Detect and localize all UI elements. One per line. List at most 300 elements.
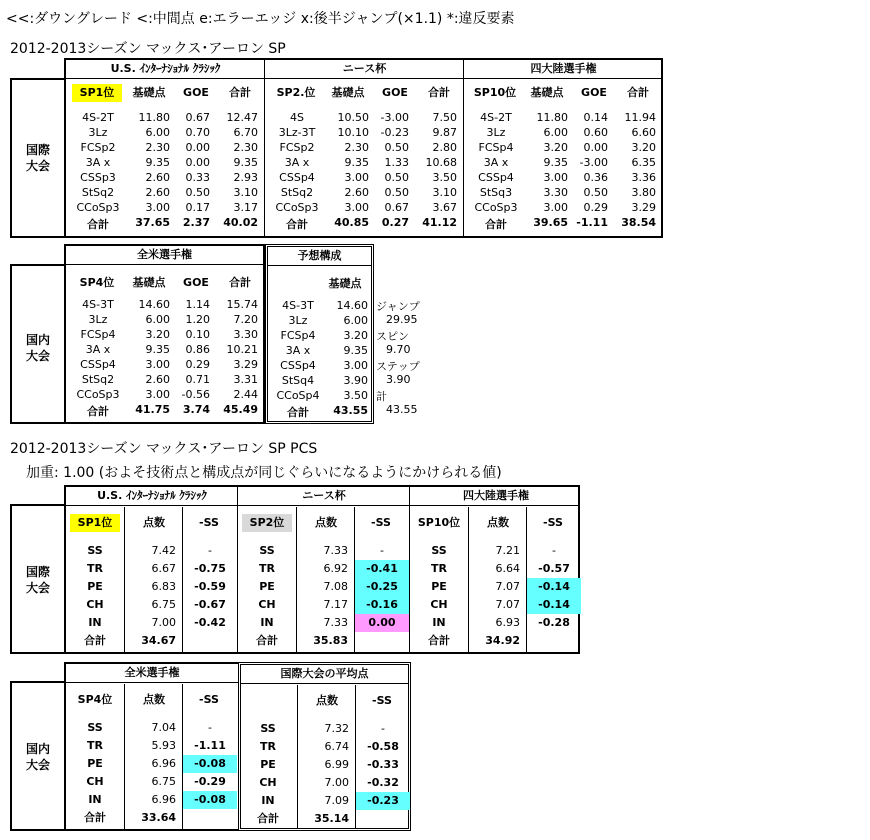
place-label: SP4位 (77, 693, 113, 706)
goe-value: -3.00 (579, 156, 608, 169)
base-value: 3.90 (343, 374, 368, 387)
total-value: 3.30 (233, 328, 258, 341)
element-name: CSSp4 (478, 171, 514, 184)
sum-goe: 0.27 (381, 216, 409, 229)
competition-name: U.S. ｲﾝﾀｰﾅｼｮﾅﾙ ｸﾗｼｯｸ (110, 62, 221, 75)
component-score: 7.07 (495, 580, 520, 593)
total-value: 3.29 (631, 201, 656, 214)
component-name: TR (259, 562, 275, 575)
base-value: 10.10 (337, 126, 369, 139)
element-name: CSSp3 (80, 171, 116, 184)
component-score: 6.83 (151, 580, 176, 593)
base-value: 2.60 (145, 186, 170, 199)
minus-ss-value: -0.42 (194, 616, 226, 629)
total-value: 3.67 (432, 201, 457, 214)
base-value: 2.30 (344, 141, 369, 154)
competition-name: 全米選手権 (137, 248, 192, 261)
total-value: 7.20 (233, 313, 258, 326)
total-value: 10.21 (226, 343, 258, 356)
goe-value: 0.00 (185, 141, 210, 154)
component-name: CH (86, 775, 104, 788)
base-value: 9.35 (344, 156, 369, 169)
total-value: 2.93 (233, 171, 258, 184)
pcs-natl-label: 国内 大会 (25, 742, 50, 772)
element-name: CCoSp3 (76, 201, 120, 214)
header-goe: GOE (581, 86, 607, 99)
minus-ss-value: -0.75 (194, 562, 226, 575)
sum-base: 39.65 (533, 216, 568, 229)
base-value: 6.00 (145, 126, 170, 139)
element-name: FCSp4 (478, 141, 514, 154)
sum-label: 合計 (84, 811, 106, 824)
minus-ss-value: -0.33 (367, 758, 399, 771)
total-value: 3.29 (233, 358, 258, 371)
goe-value: 0.29 (185, 358, 210, 371)
sum-base: 37.65 (135, 216, 170, 229)
sum-goe: 2.37 (182, 216, 210, 229)
minus-ss-value: -0.25 (355, 578, 409, 596)
element-name: StSq2 (280, 186, 314, 199)
base-value: 14.60 (138, 298, 170, 311)
goe-value: -0.23 (380, 126, 409, 139)
competition-name: 全米選手権 (124, 666, 180, 679)
goe-value: 0.50 (384, 171, 409, 184)
component-name: IN (432, 616, 446, 629)
sum-label: 合計 (84, 634, 106, 647)
total-value: 3.31 (233, 373, 258, 386)
element-name: CSSp4 (80, 358, 116, 371)
sum-score: 35.14 (314, 812, 349, 825)
component-score: 7.33 (323, 544, 348, 557)
tes-natl-table (64, 244, 265, 424)
sum-label: 合計 (87, 405, 109, 418)
col-divider (297, 685, 298, 828)
component-name: PE (87, 757, 103, 770)
place-label: SP1位 (70, 514, 120, 532)
total-value: 3.20 (631, 141, 656, 154)
header-total: 合計 (627, 86, 649, 99)
base-value: 9.35 (343, 344, 368, 357)
pcs-avg-table (238, 662, 411, 831)
header-base: 基礎点 (530, 86, 564, 99)
component-score: 6.75 (151, 598, 176, 611)
base-value: 2.60 (145, 171, 170, 184)
minus-ss-value: -0.59 (194, 580, 226, 593)
component-name: IN (88, 616, 102, 629)
pcs-natl-label-box (10, 681, 66, 831)
sum-score: 35.83 (313, 634, 348, 647)
goe-value: 1.14 (185, 298, 210, 311)
header-rule (66, 505, 578, 506)
minus-ss-value: 0.00 (355, 614, 409, 632)
base-value: 3.30 (543, 186, 568, 199)
minus-ss-value: -0.58 (367, 740, 399, 753)
legend-line: <<:ダウングレード <:中間点 e:エラーエッジ x:後半ジャンプ(×1.1) *:違反要素 (6, 11, 515, 27)
goe-value: 0.10 (185, 328, 210, 341)
component-score: 7.33 (323, 616, 348, 629)
component-name: IN (261, 794, 275, 807)
header-goe: GOE (183, 86, 209, 99)
place-label: SP10位 (417, 516, 461, 529)
base-value: 3.00 (543, 171, 568, 184)
element-name: 3Lz (88, 313, 108, 326)
base-value: 3.00 (344, 171, 369, 184)
component-name: SS (87, 721, 103, 734)
component-score: 6.67 (151, 562, 176, 575)
element-name: CCoSp3 (474, 201, 518, 214)
goe-value: 0.17 (185, 201, 210, 214)
base-value: 3.00 (344, 201, 369, 214)
header-total: 合計 (428, 86, 450, 99)
minus-ss-value: -0.14 (527, 578, 581, 596)
minus-ss-value: -0.67 (194, 598, 226, 611)
component-score: 6.64 (495, 562, 520, 575)
competition-name: ニース杯 (302, 489, 346, 502)
component-score: 7.04 (151, 721, 176, 734)
header-base: 基礎点 (132, 86, 166, 99)
goe-value: 0.70 (185, 126, 210, 139)
section-title-pcs: 2012-2013シーズン マックス･アーロン SP PCS (10, 441, 318, 457)
header-minus-ss: -SS (199, 693, 219, 706)
sum-total: 41.12 (422, 216, 457, 229)
total-value: 3.80 (631, 186, 656, 199)
side-label: 9.70 (386, 343, 411, 356)
total-value: 10.68 (425, 156, 457, 169)
minus-ss-value: -1.11 (194, 739, 226, 752)
header-total: 合計 (229, 276, 251, 289)
base-value: 11.80 (138, 111, 170, 124)
component-name: PE (259, 580, 275, 593)
element-name: CSSp4 (280, 359, 316, 372)
element-name: StSq2 (81, 373, 115, 386)
base-value: 3.20 (145, 328, 170, 341)
intl-label-box (10, 78, 66, 238)
header-rule (241, 683, 408, 684)
place-label: SP10位 (473, 86, 517, 99)
component-name: CH (258, 598, 276, 611)
component-score: 6.74 (324, 740, 349, 753)
component-name: CH (259, 776, 277, 789)
competition-name: U.S. ｲﾝﾀｰﾅｼｮﾅﾙ ｸﾗｼｯｸ (97, 489, 207, 502)
base-value: 10.50 (337, 111, 369, 124)
competition-name: 四大陸選手権 (463, 489, 529, 502)
minus-ss-value: - (380, 544, 384, 557)
base-value: 3.00 (145, 388, 170, 401)
element-name: FCSp2 (279, 141, 315, 154)
goe-value: 0.67 (384, 201, 409, 214)
component-score: 6.93 (495, 616, 520, 629)
total-value: 9.35 (233, 156, 258, 169)
element-name: 3Lz (88, 126, 108, 139)
side-label: ステップ (376, 360, 420, 373)
minus-ss-value: -0.14 (527, 596, 581, 614)
header-rule (66, 78, 661, 79)
component-name: PE (431, 580, 447, 593)
expected-table (265, 244, 374, 424)
sum-total: 45.49 (223, 403, 258, 416)
goe-value: 0.33 (185, 171, 210, 184)
component-name: IN (88, 793, 102, 806)
goe-value: 0.60 (583, 126, 608, 139)
col-divider (124, 684, 125, 829)
base-value: 2.30 (145, 141, 170, 154)
component-name: SS (260, 722, 276, 735)
expected-side-labels (376, 298, 436, 418)
element-name: StSq4 (281, 374, 315, 387)
pcs-intl-label-box (10, 504, 66, 654)
header-base: 基礎点 (328, 277, 362, 290)
total-value: 6.70 (233, 126, 258, 139)
element-name: FCSp4 (80, 328, 116, 341)
avg-title: 国際大会の平均点 (280, 667, 369, 680)
element-name: 4S-2T (82, 111, 114, 124)
base-value: 3.00 (145, 358, 170, 371)
element-name: FCSp4 (280, 329, 316, 342)
base-value: 3.00 (543, 201, 568, 214)
sum-label: 合計 (428, 634, 450, 647)
sum-label: 合計 (286, 218, 308, 231)
base-value: 3.20 (343, 329, 368, 342)
component-score: 7.17 (323, 598, 348, 611)
element-name: 3Lz-3T (278, 126, 316, 139)
component-name: SS (87, 544, 103, 557)
element-name: 3A x (284, 156, 310, 169)
component-score: 7.08 (323, 580, 348, 593)
place-label: SP2位 (242, 514, 292, 532)
header-total: 合計 (229, 86, 251, 99)
element-name: 4S-2T (480, 111, 512, 124)
component-score: 7.32 (324, 722, 349, 735)
expected-title: 予想構成 (297, 249, 342, 262)
competition-name: ニース杯 (342, 62, 387, 75)
element-name: 3Lz (486, 126, 506, 139)
block-divider (264, 60, 265, 236)
total-value: 9.87 (432, 126, 457, 139)
element-name: 3A x (85, 156, 111, 169)
minus-ss-value: -0.23 (356, 792, 410, 810)
component-name: TR (87, 562, 103, 575)
base-value: 2.60 (145, 373, 170, 386)
header-score: 点数 (315, 516, 337, 529)
component-score: 7.42 (151, 544, 176, 557)
base-value: 6.00 (145, 313, 170, 326)
header-minus-ss: -SS (199, 516, 219, 529)
goe-value: 0.86 (185, 343, 210, 356)
total-value: 3.50 (432, 171, 457, 184)
component-score: 6.96 (151, 793, 176, 806)
pcs-intl-label: 国際 大会 (25, 565, 50, 595)
component-name: CH (430, 598, 448, 611)
component-score: 7.00 (324, 776, 349, 789)
minus-ss-value: -0.57 (538, 562, 570, 575)
sum-score: 34.67 (141, 634, 176, 647)
goe-value: 0.00 (185, 156, 210, 169)
component-score: 5.93 (151, 739, 176, 752)
goe-value: 0.00 (583, 141, 608, 154)
component-score: 7.21 (495, 544, 520, 557)
minus-ss-value: -0.08 (183, 755, 237, 773)
sum-score: 34.92 (485, 634, 520, 647)
goe-value: 0.50 (384, 186, 409, 199)
competition-name: 四大陸選手権 (530, 62, 597, 75)
component-name: PE (87, 580, 103, 593)
component-name: TR (87, 739, 103, 752)
weight-line: 加重: 1.00 (およそ技術点と構成点が同じぐらいになるようにかけられる値) (26, 465, 502, 481)
goe-value: -0.56 (181, 388, 210, 401)
total-value: 3.10 (432, 186, 457, 199)
side-label: スピン (376, 330, 409, 343)
side-label: 29.95 (386, 313, 418, 326)
element-name: 3Lz (288, 314, 308, 327)
total-value: 6.60 (631, 126, 656, 139)
header-goe: GOE (382, 86, 408, 99)
sum-base: 43.55 (333, 404, 368, 417)
component-name: IN (260, 616, 274, 629)
base-value: 3.00 (343, 359, 368, 372)
sum-goe: -1.11 (576, 216, 608, 229)
minus-ss-value: -0.41 (355, 560, 409, 578)
block-divider (409, 487, 410, 652)
place-label: SP2.位 (276, 86, 316, 99)
minus-ss-value: - (552, 544, 556, 557)
header-rule (66, 682, 238, 683)
component-name: TR (260, 740, 276, 753)
total-value: 11.94 (624, 111, 656, 124)
base-value: 3.50 (343, 389, 368, 402)
base-value: 9.35 (543, 156, 568, 169)
total-value: 6.35 (631, 156, 656, 169)
header-base: 基礎点 (331, 86, 365, 99)
minus-ss-value: -0.32 (367, 776, 399, 789)
sum-total: 38.54 (621, 216, 656, 229)
total-value: 2.30 (233, 141, 258, 154)
minus-ss-value: - (208, 544, 212, 557)
natl-label-box (10, 264, 66, 424)
side-label: ジャンプ (376, 300, 420, 313)
goe-value: 0.36 (583, 171, 608, 184)
section-title-sp: 2012-2013シーズン マックス･アーロン SP (10, 41, 286, 57)
component-name: CH (86, 598, 104, 611)
component-score: 6.96 (151, 757, 176, 770)
col-divider (124, 507, 125, 652)
sum-label: 合計 (287, 406, 309, 419)
pcs-natl-table (64, 662, 240, 831)
total-value: 3.36 (631, 171, 656, 184)
base-value: 14.60 (336, 299, 368, 312)
sum-goe: 3.74 (182, 403, 210, 416)
sum-base: 41.75 (135, 403, 170, 416)
element-name: 3A x (285, 344, 311, 357)
element-name: CCoSp3 (76, 388, 120, 401)
header-minus-ss: -SS (372, 694, 392, 707)
base-value: 6.00 (343, 314, 368, 327)
sum-total: 40.02 (223, 216, 258, 229)
pcs-intl-table (64, 485, 580, 654)
component-score: 6.92 (323, 562, 348, 575)
base-value: 9.35 (145, 343, 170, 356)
goe-value: 1.20 (185, 313, 210, 326)
place-label: SP4位 (79, 276, 115, 289)
base-value: 11.80 (536, 111, 568, 124)
sum-label: 合計 (257, 812, 279, 825)
component-score: 7.09 (324, 794, 349, 807)
total-value: 15.74 (226, 298, 258, 311)
element-name: CCoSp3 (275, 201, 319, 214)
goe-value: 0.50 (583, 186, 608, 199)
component-score: 7.00 (151, 616, 176, 629)
goe-value: -3.00 (380, 111, 409, 124)
header-base: 基礎点 (132, 276, 166, 289)
sum-label: 合計 (485, 218, 507, 231)
minus-ss-value: -0.08 (183, 791, 237, 809)
header-rule (66, 264, 263, 265)
header-score: 点数 (143, 516, 165, 529)
base-value: 3.00 (145, 201, 170, 214)
header-score: 点数 (143, 693, 165, 706)
header-score: 点数 (316, 694, 338, 707)
minus-ss-value: -0.16 (355, 596, 409, 614)
goe-value: 0.71 (185, 373, 210, 386)
goe-value: 0.50 (185, 186, 210, 199)
sum-label: 合計 (87, 218, 109, 231)
sum-score: 33.64 (141, 811, 176, 824)
element-name: 3A x (483, 156, 509, 169)
total-value: 7.50 (432, 111, 457, 124)
block-divider (463, 60, 464, 236)
side-label: 43.55 (386, 403, 418, 416)
tes-intl-table (64, 58, 663, 238)
component-score: 7.07 (495, 598, 520, 611)
total-value: 2.44 (233, 388, 258, 401)
header-minus-ss: -SS (371, 516, 391, 529)
header-goe: GOE (183, 276, 209, 289)
element-name: CCoSp4 (276, 389, 320, 402)
base-value: 9.35 (145, 156, 170, 169)
side-label: 3.90 (386, 373, 411, 386)
col-divider (468, 507, 469, 652)
base-value: 2.60 (344, 186, 369, 199)
base-value: 3.20 (543, 141, 568, 154)
element-name: CSSp4 (279, 171, 315, 184)
minus-ss-value: - (381, 722, 385, 735)
sum-label: 合計 (256, 634, 278, 647)
minus-ss-value: - (208, 721, 212, 734)
element-name: 4S-3T (282, 299, 314, 312)
total-value: 3.17 (233, 201, 258, 214)
total-value: 3.10 (233, 186, 258, 199)
block-divider (237, 487, 238, 652)
total-value: 12.47 (226, 111, 258, 124)
component-score: 6.99 (324, 758, 349, 771)
goe-value: 0.67 (185, 111, 210, 124)
element-name: StSq2 (81, 186, 115, 199)
minus-ss-value: -0.29 (194, 775, 226, 788)
element-name: FCSp2 (80, 141, 116, 154)
intl-label: 国際 大会 (25, 143, 50, 173)
goe-value: 0.14 (583, 111, 608, 124)
goe-value: 1.33 (384, 156, 409, 169)
sum-base: 40.85 (334, 216, 369, 229)
header-score: 点数 (487, 516, 509, 529)
natl-label: 国内 大会 (25, 333, 50, 363)
component-name: PE (260, 758, 276, 771)
element-name: 4S (290, 111, 304, 124)
minus-ss-value: -0.28 (538, 616, 570, 629)
side-label: 計 (376, 390, 387, 403)
component-score: 6.75 (151, 775, 176, 788)
goe-value: 0.29 (583, 201, 608, 214)
col-divider (296, 507, 297, 652)
